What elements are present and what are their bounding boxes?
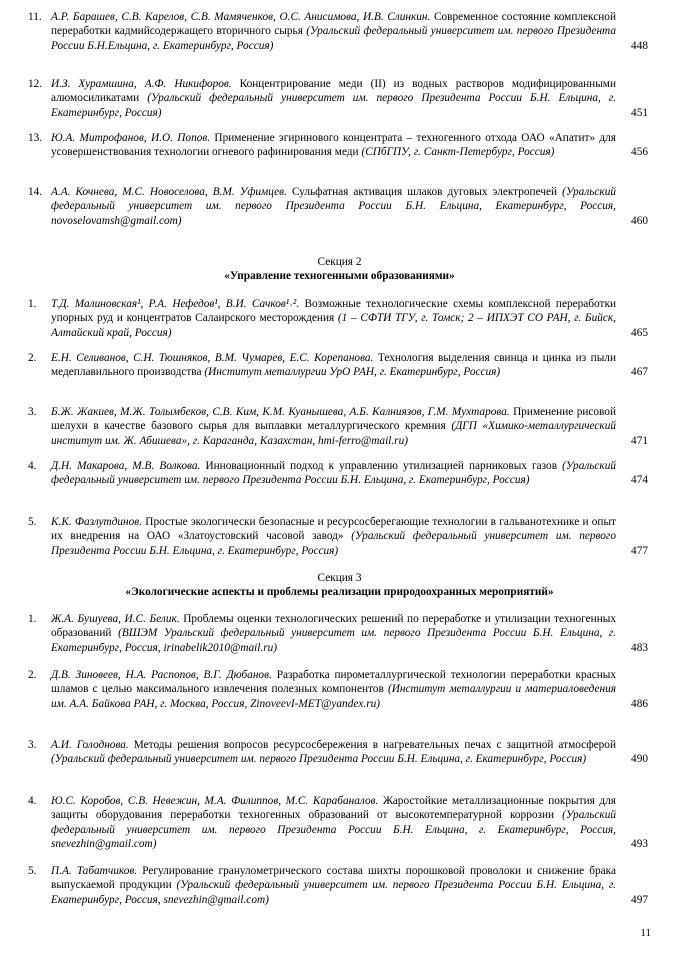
section-2-header	[0, 255, 679, 284]
entry-page: 486	[631, 697, 648, 710]
entry-authors: Д.Н. Макарова, М.В. Волкова.	[51, 460, 201, 472]
entry-number: 5.	[28, 865, 37, 877]
section-title: «Экологические аспекты и проблемы реализации природоохранных мероприятий»	[125, 586, 554, 599]
entry-title: . Возможные технологические схемы комплексной переработки упорных руд и концентратов Салаирского месторождения	[51, 298, 616, 325]
entry-text	[51, 185, 616, 228]
entry-title: Жаростойкие металлизационные покрытия для защиты оборудования переработки техногенных образований от высокотемпературной коррозии	[51, 795, 617, 822]
entry-affiliation: (Уральский федеральный университет им. первого Президента России Б.Н. Ельцина, г. Екатеринбург, Россия, snevezhin@gmail.com)	[51, 809, 617, 851]
entry-affiliation: (ВШЭМ Уральский федеральный университет им. первого Президента России Б.Н. Ельцина, г. Екатеринбург, Россия, irinabelik2010@mail.ru)	[51, 627, 616, 654]
entry-text	[51, 738, 616, 767]
entry-authors: Т.Д. Малиновская¹, Р.А. Нефедов¹, В.И. Сачков¹˒²	[51, 298, 297, 310]
toc-entry	[28, 297, 648, 340]
entry-page: 483	[631, 641, 648, 654]
toc-entry	[28, 77, 648, 120]
entry-affiliation: (Уральский федеральный университет им. первого Президента России Б.Н. Ельцина, Екатеринбург, Россия, novoselovamsh@gmail.com)	[51, 186, 616, 227]
entry-title: Проблемы оценки технологических решений по переработке и утилизации техногенных образований	[51, 613, 617, 640]
toc-entry	[28, 351, 648, 380]
entry-text	[51, 351, 616, 380]
entry-page: 467	[631, 366, 648, 379]
entry-text	[51, 297, 616, 340]
entry-authors: И.З. Хурамшина, А.Ф. Никифоров.	[51, 78, 232, 90]
section-label: Секция 2	[317, 256, 362, 268]
entry-page: 451	[631, 106, 648, 119]
entry-number: 11.	[28, 11, 42, 23]
entry-title: Применение эгиринового концентрата – техногенного отхода ОАО «Апатит» для усовершенствования технологии огневого рафинирования меди	[51, 132, 616, 159]
toc-entry	[28, 738, 648, 767]
entry-authors: Ю.С. Коробов, С.В. Невежин, М.А. Филиппов, М.С. Карабаналов.	[51, 795, 379, 807]
entry-number: 2.	[28, 352, 37, 364]
entry-authors: Д.В. Зиновеев, Н.А. Распопов, В.Г. Дюбанов.	[51, 669, 272, 681]
entry-page: 471	[631, 434, 648, 447]
entry-title: Применение рисовой шелухи в качестве базового сырья для выплавки металлургического кремния	[51, 406, 617, 433]
entry-text	[51, 515, 616, 558]
entry-title: Технология выделения свинца и цинка из пыли медеплавильного производства	[51, 352, 616, 379]
entry-text	[51, 864, 616, 907]
entry-number: 1.	[28, 613, 37, 625]
entry-authors: К.К. Фазлутдинов.	[51, 516, 143, 528]
page-number: 11	[640, 927, 651, 939]
entry-authors: А.И. Голоднова.	[51, 739, 129, 751]
entry-affiliation: (Уральский федеральный университет им. первого Президента России Б.Н. Ельцина, г. Екатеринбург, Россия)	[51, 460, 617, 487]
entry-title: Разработка пирометаллургической технологии переработки красных шламов с целью максимального извлечения полезных компонентов	[51, 669, 617, 696]
entry-number: 12.	[28, 78, 43, 90]
entry-text	[51, 10, 616, 53]
entry-page: 474	[631, 474, 648, 487]
entry-number: 13.	[28, 132, 43, 144]
entry-number: 4.	[28, 795, 37, 807]
entry-text	[51, 612, 616, 655]
section-3-header	[0, 571, 679, 600]
entry-number: 5.	[28, 516, 37, 528]
toc-entry	[28, 612, 648, 655]
toc-entry	[28, 10, 648, 53]
toc-entry	[28, 459, 648, 488]
entry-affiliation: (Уральский федеральный университет им. первого Президента России Б.Н.Ельцина, г. Екатеринбург, Россия)	[51, 25, 616, 52]
entry-title: Простые экологически безопасные и ресурсосберегающие технологии в гальванотехнике и опыт их внедрения на ОАО «Златоустовский часовой завод»	[51, 516, 616, 543]
entry-title: Современное состояние комплексной переработки кадмийсодержащего вторичного сырья	[51, 11, 616, 38]
section-label: Секция 3	[317, 572, 362, 584]
entry-page: 497	[631, 893, 648, 906]
entry-page: 448	[631, 39, 648, 52]
entry-authors: Ю.А. Митрофанов, И.О. Попов.	[51, 132, 211, 144]
section-title: «Управление техногенными образованиями»	[224, 270, 455, 283]
toc-entry	[28, 794, 648, 852]
entry-authors: Е.Н. Селиванов, С.Н. Тюшняков, В.М. Чумарев, Е.С. Корепанова.	[51, 352, 374, 364]
entry-text	[51, 131, 616, 160]
entry-affiliation: (Институт металлургии УрО РАН, г. Екатеринбург, Россия)	[204, 366, 501, 379]
toc-entry	[28, 405, 648, 448]
entry-affiliation: (Уральский федеральный университет им. первого Президента России Б.Н. Ельцина, г. Екатеринбург, Россия)	[51, 530, 616, 557]
toc-entry	[28, 864, 648, 907]
entry-authors: А.А. Кочнева, М.С. Новоселова, В.М. Уфимцев.	[51, 186, 287, 198]
entry-page: 493	[631, 838, 648, 851]
entry-title: Инновационный подход к управлению утилизацией парниковых газов	[205, 460, 558, 472]
entry-authors: А.Р. Барашев, С.В. Карелов, С.В. Мамяченков, О.С. Анисимова, И.В. Слинкин.	[51, 11, 431, 23]
entry-page: 477	[631, 544, 648, 557]
entry-number: 3.	[28, 739, 37, 751]
entry-title: Регулирование гранулометрического состава шихты порошковой проволоки и снижение брака выпускаемой продукции	[51, 865, 616, 892]
entry-title: Сульфатная активация шлаков дуговых электропечей	[291, 186, 558, 198]
entry-affiliation: (ДГП «Химико-металлургический институт им. Ж. Абишева», г. Караганда, Казахстан, hmi-ferro@mail.ru)	[51, 420, 616, 447]
entry-page: 456	[631, 146, 648, 159]
toc-entry	[28, 185, 648, 228]
entry-page: 490	[631, 753, 648, 766]
entry-affiliation: (Уральский федеральный университет им. первого Президента России Б.Н. Ельцина, г. Екатеринбург, Россия)	[51, 92, 616, 119]
entry-authors: П.А. Табатчиков.	[51, 865, 138, 877]
entry-number: 1.	[28, 298, 37, 310]
entry-number: 3.	[28, 406, 37, 418]
entry-text	[51, 459, 616, 488]
entry-affiliation: (Уральский федеральный университет им. первого Президента России Б.Н. Ельцина, г. Екатеринбург, Россия, snevezhin@gmail.com)	[51, 879, 616, 906]
entry-text	[51, 405, 616, 448]
entry-number: 4.	[28, 460, 37, 472]
entry-number: 2.	[28, 669, 37, 681]
entry-title: Методы решения вопросов ресурсосбережения в нагревательных печах с защитной атмосферой	[133, 739, 616, 751]
toc-entry	[28, 668, 648, 711]
entry-affiliation: (Уральский федеральный университет им. первого Президента России Б.Н. Ельцина, г. Екатеринбург, Россия)	[51, 753, 587, 766]
entry-text	[51, 794, 616, 852]
toc-entry	[28, 515, 648, 558]
entry-page: 465	[631, 326, 648, 339]
entry-page: 460	[631, 214, 648, 227]
entry-affiliation: (Институт металлургии и материаловедения им. А.А. Байкова РАН, г. Москва, Россия, ZinoveevI-MET@yandex.ru)	[51, 683, 617, 710]
entry-number: 14.	[28, 186, 43, 198]
entry-affiliation: (1 – СФТИ ТГУ, г. Томск; 2 – ИПХЭТ СО РАН, г. Бийск, Алтайский край, Россия)	[51, 312, 616, 339]
entry-affiliation: (СПбГПУ, г. Санкт-Петербург, Россия)	[361, 146, 555, 159]
entry-title: Концентрирование меди (II) из водных растворов модифицированными алюмосиликатами	[51, 78, 617, 105]
entry-authors: Б.Ж. Жакиев, М.Ж. Толымбеков, С.В. Ким, К.М. Куанышева, А.Б. Калниязов, Г.М. Мухтарова.	[51, 406, 510, 418]
toc-entry	[28, 131, 648, 160]
entry-text	[51, 77, 616, 120]
entry-authors: Ж.А. Бушуева, И.С. Белик.	[51, 613, 180, 625]
entry-text	[51, 668, 616, 711]
